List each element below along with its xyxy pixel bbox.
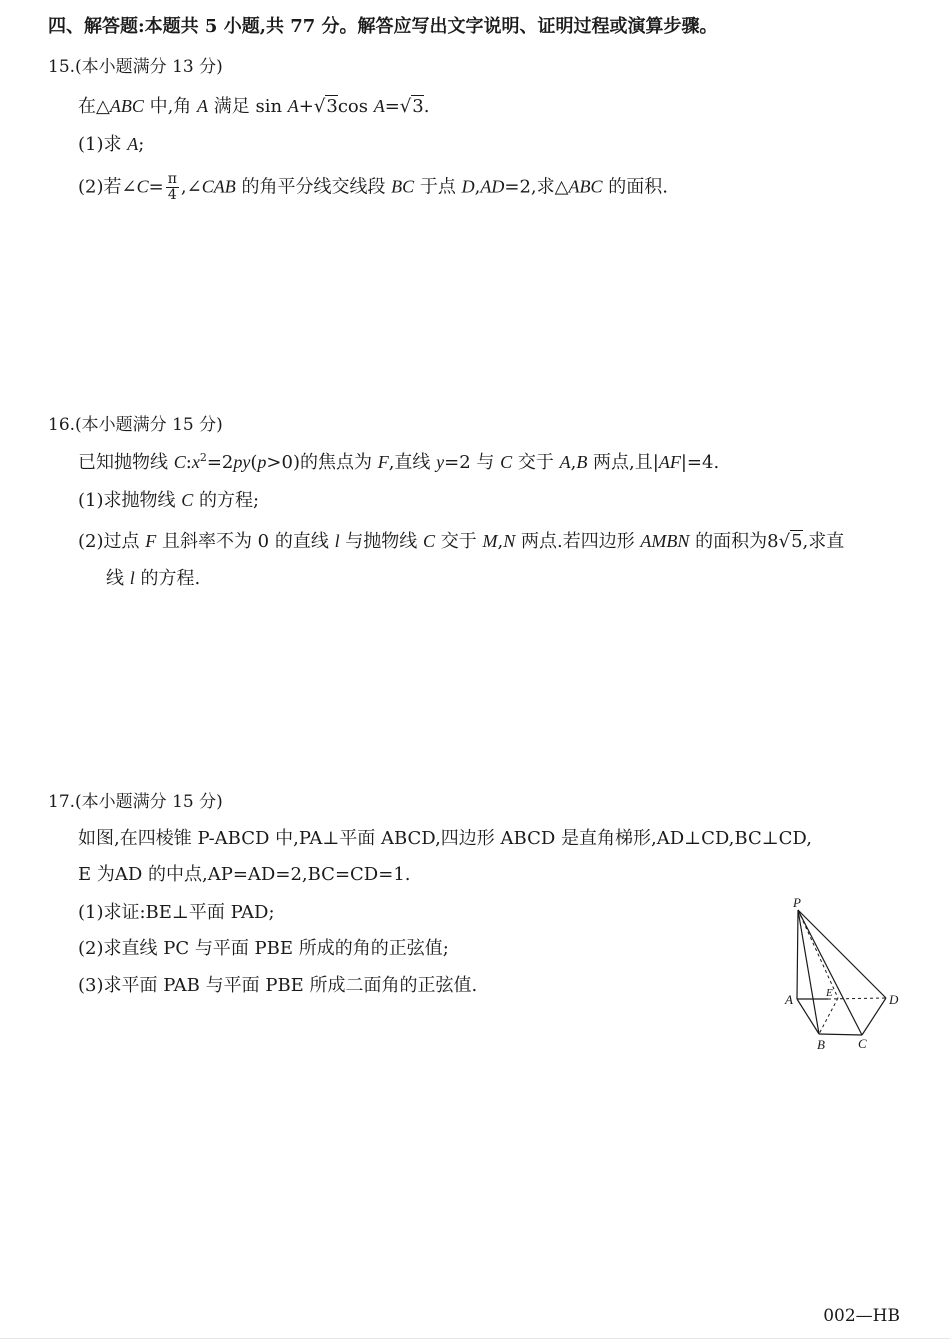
label-p: P bbox=[793, 895, 801, 910]
label-e: E bbox=[826, 987, 833, 999]
edge-ed-hidden bbox=[828, 998, 886, 999]
q17-header: 17.(本小题满分 15 分) bbox=[48, 792, 223, 812]
q15-part1: (1)求 A; bbox=[78, 134, 145, 155]
q16-part2: (2)过点 F 且斜率不为 0 的直线 l 与抛物线 C 交于 M,N 两点.若四边形 AMBN 的面积为8√5,求直 bbox=[78, 531, 845, 552]
label-a: A bbox=[785, 992, 793, 1007]
edge-be-hidden bbox=[819, 998, 838, 1034]
pi-over-4-fraction: $\frac{\pi}{4}$ bbox=[167, 171, 177, 203]
pyramid-figure bbox=[780, 892, 910, 1054]
edge-pa bbox=[797, 910, 798, 999]
q17-part2: (2)求直线 PC 与平面 PBE 所成的角的正弦值; bbox=[78, 938, 449, 959]
bottom-divider bbox=[0, 1338, 950, 1339]
q16-header: 16.(本小题满分 15 分) bbox=[48, 415, 223, 435]
q15-header: 15.(本小题满分 13 分) bbox=[48, 57, 223, 77]
q17-part3: (3)求平面 PAB 与平面 PBE 所成二面角的正弦值. bbox=[78, 975, 478, 996]
q17-stem-line1: 如图,在四棱锥 P-ABCD 中,PA⊥平面 ABCD,四边形 ABCD 是直角梯形,AD⊥CD,BC⊥CD, bbox=[78, 828, 812, 849]
label-b: B bbox=[817, 1037, 825, 1052]
q15-part2: (2)若∠C= $\frac{\pi}{4}$ ,∠CAB 的角平分线交线段 BC 于点 D,AD=2,求△ABC 的面积. bbox=[78, 171, 668, 203]
q15-stem: 在△ABC 中,角 A 满足 sin A+√3cos A=√3. bbox=[78, 96, 430, 117]
q17-part1: (1)求证:BE⊥平面 PAD; bbox=[78, 902, 275, 923]
label-d: D bbox=[889, 992, 899, 1007]
edge-pe-hidden bbox=[798, 910, 838, 998]
q17-stem-line2: E 为AD 的中点,AP=AD=2,BC=CD=1. bbox=[78, 864, 411, 885]
q16-part1: (1)求抛物线 C 的方程; bbox=[78, 490, 260, 511]
q16-stem: 已知抛物线 $C:x^2=2py(p>0)$的焦点为 F,直线 y=2 与 C 交于 A,B 两点,且|AF|=4. bbox=[78, 451, 720, 473]
page-code: 002—HB bbox=[823, 1306, 900, 1326]
edge-cd bbox=[862, 998, 886, 1035]
section-title: 四、解答题:本题共 5 小题,共 77 分。解答应写出文字说明、证明过程或演算步骤。 bbox=[48, 16, 718, 37]
label-c: C bbox=[858, 1036, 867, 1051]
q16-part2-line2: 线 l 的方程. bbox=[106, 568, 201, 589]
edge-bc bbox=[819, 1034, 862, 1035]
